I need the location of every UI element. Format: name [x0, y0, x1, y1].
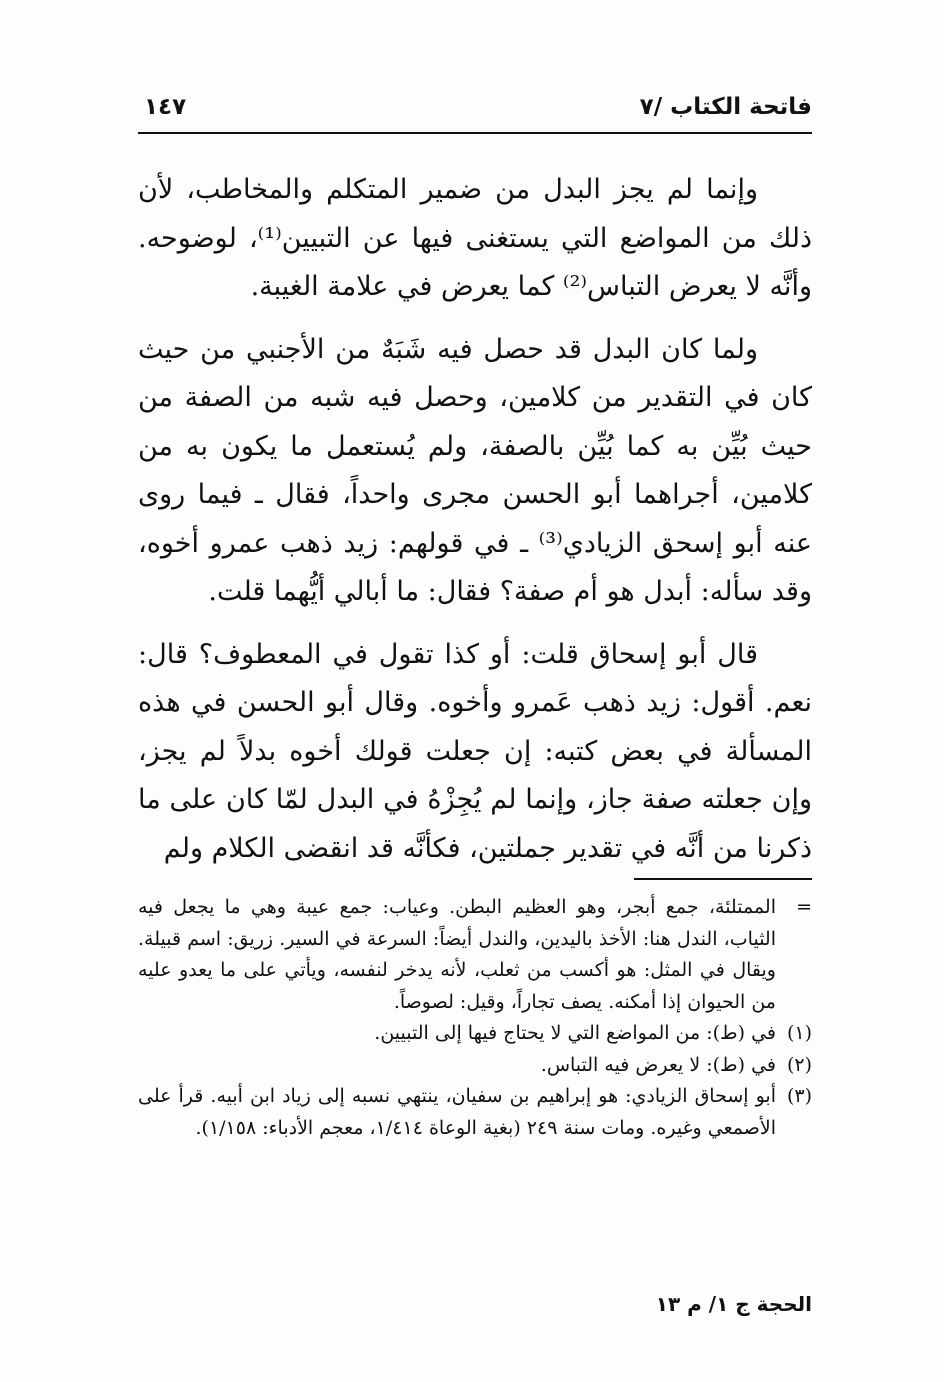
- running-title: فاتحة الكتاب /٧: [639, 94, 812, 120]
- footnote-text: أبو إسحاق الزيادي: هو إبراهيم بن سفيان، ينتهي نسبه إلى زياد ابن أبيه. قرأ على الأصمعي وغيره. ومات سنة ٢٤٩ (بغية الوعاة ١/٤١٤، معجم الأدباء: ١/١٥٨).: [138, 1085, 777, 1139]
- footnote-text: في (ط): من المواضع التي لا يحتاج فيها إلى التبيين.: [374, 1022, 776, 1044]
- page-number: ١٤٧: [144, 94, 187, 120]
- footnote-marker: (٢): [786, 1053, 812, 1076]
- footnote-divider: [634, 878, 812, 880]
- footnote-3: [138, 1081, 812, 1144]
- footnote-text: الممتلئة، جمع أبجر، وهو العظيم البطن. وعياب: جمع عيبة وهي ما يجعل فيه الثياب، الندل هنا: الأخذ باليدين، والندل أيضاً: السرعة في السير. زريق: اسم قبيلة. ويقال في المثل: هو أكسب من ثعلب، لأنه يدخر لنفسه، ويأتي على ما يعدو عليه من الحيوان إذا أمكنه. يصف تجاراً، وقيل: لصوصاً.: [138, 896, 776, 1013]
- footnote-1: [138, 1018, 812, 1050]
- footnote-2: [138, 1050, 812, 1082]
- footnote-marker: (٣): [786, 1085, 812, 1107]
- paragraph-2: ولما كان البدل قد حصل فيه شَبَهٌ من الأجنبي من حيث كان في التقدير من كلامين، وحصل فيه شبه من الصفة من حيث بُيِّن به كما بُيِّن بالصفة، ولم يُستعمل ما يكون به من كلامين، أجراهما أبو الحسن مجرى واحداً، فقال ـ فيما روى عنه أبو إسحق الزيادي⁽³⁾ ـ في قولهم: زيد ذهب عمرو أخوه، وقد سأله: أبدل هو أم صفة؟ فقال: ما أبالي أيُّهما قلت.: [138, 333, 813, 607]
- paragraph-1: وإنما لم يجز البدل من ضمير المتكلم والمخاطب، لأن ذلك من المواضع التي يستغنى فيها عن التبيين⁽¹⁾، لوضوحه. وأنَّه لا يعرض التباس⁽²⁾ كما يعرض في علامة الغيبة.: [138, 174, 812, 302]
- footnote-continued: [138, 892, 812, 1018]
- footnotes: [138, 892, 812, 1144]
- footnote-marker: (١): [786, 1022, 812, 1044]
- paragraph-3: قال أبو إسحاق قلت: أو كذا تقول في المعطوف؟ قال: نعم. أقول: زيد ذهب عَمرو وأخوه. وقال أبو الحسن في هذه المسألة في بعض كتبه: إن جعلت قولك أخوه بدلاً لم يجز، وإن جعلته صفة جاز، وإنما لم يُجِزْهُ في البدل لمّا كان على ما ذكرنا من أنَّه في تقدير جملتين، فكأنَّه قد انقضى الكلام ولم: [138, 638, 812, 864]
- main-text: [138, 166, 812, 887]
- running-head: [138, 92, 812, 134]
- footnote-text: في (ط): لا يعرض فيه التباس.: [540, 1053, 776, 1076]
- printer-signature: الحجة ج ١/ م ١٣: [655, 1292, 812, 1316]
- footnote-marker: =: [796, 896, 812, 918]
